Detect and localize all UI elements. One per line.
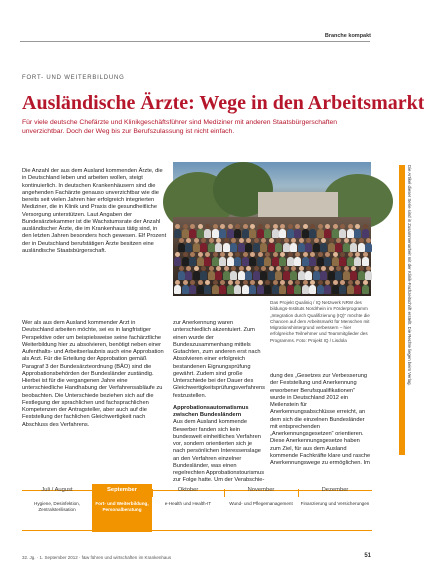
photo-person-body	[335, 271, 342, 280]
photo-person-body	[245, 271, 252, 280]
timeline-topic: Hygiene, Desinfektion, Zentralsterilisation	[34, 501, 80, 513]
photo-person-head	[314, 238, 319, 243]
photo-person-body	[245, 243, 252, 252]
photo-person-body	[215, 271, 222, 280]
timeline-item	[224, 484, 298, 532]
photo-person-body	[294, 285, 301, 294]
photo-person-head	[288, 224, 293, 229]
photo-person-body	[219, 257, 226, 266]
photo-person-head	[314, 266, 319, 271]
photo-person-body	[234, 285, 241, 294]
photo-person-body	[339, 229, 346, 238]
photo-person-body	[320, 271, 327, 280]
footer-left: 32. Jg. · 1. September 2012 · f&w führen und wirtschaften im Krankenhaus	[22, 555, 172, 560]
col2-text: Wer als aus dem Ausland kommender Arzt in Deutschland arbeiten möchte, sei es in langfristiger Perspektive oder um beispielsweise seine fachärztliche Weiterbildung hier zu absolvieren, benötigt neben einer Aufenthalts- und Arbeitserlaubnis auch eine Approbation als Arzt. Für die Erteilung der Approbation gemäß Paragraf 3 der Bundesärzteordnung (BÄO) sind die Approbationsbehörden der Bundesländer zuständig. Hierbei ist für die vergangenen Jahre eine unterschiedliche Handhabung der Verfahrensabläufe zu beobachten. Die Unterschiede beziehen sich auf die Festlegung der sprachlichen und fachsprachlichen Kompetenzen der Antragsteller, aber auch auf die Feststellung der fachlichen Gleichwertigkeit nach Abschluss des Verfahrens.	[22, 320, 164, 428]
side-note-text: Die Artikel dieser Serie sind in Zusammenarbeit mit der Klinik-Fachzeitschrift erstellt. Die Rechte liegen beim Verlag.	[407, 165, 412, 386]
photo-person-head	[224, 238, 229, 243]
photo-person-body	[302, 285, 309, 294]
photo-person-body	[287, 257, 294, 266]
photo-person-head	[205, 252, 210, 257]
photo-person-body	[200, 271, 207, 280]
photo-person-head	[344, 238, 349, 243]
photo-person-body	[272, 257, 279, 266]
col3-text-b: Aus dem Ausland kommende Bewerber fanden sich kein bundesweit einheitliches Verfahren vor, sondern orientierten sich je nach persönlichen Interessenslage an den Verfahren einzelner Bundesländer, was einen regelrechten Approbationstourismus zur Folge hatte. Um der Verabschie-	[173, 419, 265, 484]
body-column-4	[270, 373, 372, 473]
photo-person-body	[242, 285, 249, 294]
photo-person-body	[365, 243, 372, 252]
photo-person-head	[295, 280, 300, 285]
photo-person-head	[258, 252, 263, 257]
photo-person-head	[310, 252, 315, 257]
photo-person-body	[234, 257, 241, 266]
photo-person-body	[174, 257, 181, 266]
timeline-topic: e-Health und Health-IT	[164, 501, 212, 506]
photo-person-body	[294, 229, 301, 238]
photo-person-body	[268, 243, 275, 252]
photo-person-body	[279, 285, 286, 294]
timeline-month: November	[247, 487, 275, 493]
photo-person-body	[317, 229, 324, 238]
photo-person-body	[354, 285, 361, 294]
col3-text-a: zur Anerkennung waren unterschiedlich akzentuiert. Zum einen wurde der Bundeszusammenhang mittels Gutachten, zum anderen erst nach Absolvieren einer erfolgreich bestandenen Eignungsprüfung gewährt. Zudem sind große Unterschiede bei der Dauer des Gleichwertigkeitsprüfungsverfahrens festzustellen.	[173, 320, 265, 399]
photo-person-head	[265, 224, 270, 229]
photo-person-body	[343, 271, 350, 280]
timeline-topic: Wund- und Pflegemanagement	[229, 501, 293, 506]
photo-person-body	[328, 271, 335, 280]
photo-person-body	[339, 257, 346, 266]
photo-person-body	[208, 243, 215, 252]
body-column-3	[173, 320, 265, 484]
timeline-topic: Fort- und Weiterbildung, Personalberatung	[95, 501, 149, 513]
photo-person-head	[186, 266, 191, 271]
photo-person-body	[264, 229, 271, 238]
photo-person-body	[249, 257, 256, 266]
photo-person-body	[324, 285, 331, 294]
col3-subheading: Approbationsautomatismus zwischen Bundesländern	[173, 404, 249, 418]
photo-person-body	[212, 285, 219, 294]
photo-person-body	[302, 229, 309, 238]
photo-person-body	[362, 229, 369, 238]
photo-person-body	[335, 243, 342, 252]
photo-person-body	[347, 257, 354, 266]
photo-person-head	[254, 238, 259, 243]
photo-person-head	[303, 252, 308, 257]
photo-person-body	[305, 243, 312, 252]
photo-person-head	[250, 224, 255, 229]
photo-person-head	[318, 224, 323, 229]
article-lead: Für viele deutsche Chefärzte und Klinikgeschäftsführer sind Mediziner mit anderen Staatsbürgerschaften unverzichtbar. Doch der Weg bis zur Berufszulassung ist nicht einfach.	[22, 119, 338, 136]
photo-person-head	[303, 280, 308, 285]
photo-person-body	[332, 229, 339, 238]
photo-person-head	[273, 252, 278, 257]
photo-person-head	[310, 224, 315, 229]
photo-person-head	[198, 280, 203, 285]
photo-person-body	[223, 271, 230, 280]
photo-caption: Das Projekt Qualiniq / IQ Netzwerk NRW des bildungs-Instituts Nordrhein im Förderprogramm „Integration durch Qualifizierung (IQ)“ möchte die Chancen auf dem Arbeitsmarkt für Menschen mit Migrationshintergrund verbessern – hier erfolgreiche Teilnehmer und Teammitglieder des Programms. Foto: Projekt IQ / Lisdola	[270, 300, 370, 343]
photo-person-head	[190, 280, 195, 285]
photo-person-head	[239, 238, 244, 243]
photo-person-body	[309, 285, 316, 294]
photo-person-head	[198, 224, 203, 229]
photo-person-body	[298, 271, 305, 280]
photo-person-head	[194, 238, 199, 243]
photo-person-body	[238, 271, 245, 280]
photo-person-body	[200, 243, 207, 252]
photo-person-head	[306, 238, 311, 243]
photo-person-head	[351, 266, 356, 271]
photo-person-body	[294, 257, 301, 266]
photo-person-body	[197, 285, 204, 294]
photo-person-body	[189, 285, 196, 294]
photo-person-head	[220, 252, 225, 257]
photo-person-body	[358, 243, 365, 252]
photo-person-head	[258, 280, 263, 285]
photo-person-body	[275, 243, 282, 252]
photo-person-body	[324, 229, 331, 238]
photo-person-head	[351, 238, 356, 243]
photo-person-head	[340, 252, 345, 257]
photo-person-head	[336, 238, 341, 243]
photo-person-body	[230, 243, 237, 252]
photo-person-body	[264, 285, 271, 294]
photo-person-head	[348, 224, 353, 229]
photo-person-head	[228, 280, 233, 285]
photo-person-head	[355, 280, 360, 285]
photo-person-head	[348, 252, 353, 257]
photo-person-head	[269, 238, 274, 243]
photo-person-body	[174, 229, 181, 238]
article-photo	[173, 162, 371, 296]
photo-person-head	[243, 280, 248, 285]
photo-person-body	[230, 271, 237, 280]
article-kicker: FORT- UND WEITERBILDUNG	[22, 75, 125, 81]
photo-person-body	[193, 271, 200, 280]
photo-person-body	[227, 257, 234, 266]
photo-person-body	[215, 243, 222, 252]
photo-person-body	[320, 243, 327, 252]
photo-person-body	[279, 257, 286, 266]
photo-person-head	[239, 266, 244, 271]
body-column-1	[22, 168, 167, 316]
photo-person-head	[175, 224, 180, 229]
photo-person-head	[190, 224, 195, 229]
photo-person-body	[260, 243, 267, 252]
photo-person-body	[354, 257, 361, 266]
photo-person-body	[219, 285, 226, 294]
photo-person-body	[290, 243, 297, 252]
photo-person-body	[253, 243, 260, 252]
photo-person-body	[185, 271, 192, 280]
photo-person-body	[253, 271, 260, 280]
photo-person-head	[288, 252, 293, 257]
photo-person-body	[178, 271, 185, 280]
photo-person-head	[228, 252, 233, 257]
photo-person-head	[183, 224, 188, 229]
photo-person-body	[174, 285, 181, 294]
photo-person-body	[313, 243, 320, 252]
col1-text: Die Anzahl der aus dem Ausland kommenden Ärzte, die in Deutschland leben und arbeiten wollen, steigt kontinuierlich. In deutschen Krankenhäusern sind die angehenden Fachärzte genauso unverzichtbar wie die bereits seit vielen Jahren hier erfolgreich integrierten Mediziner, die in Klinik und Praxis die gesundheitliche Versorgung unterstützen. Laut Angaben der Bundesärztekammer ist die Wachstumsrate der Anzahl ausländischer Ärzte, die im Krankenhaus tätig sind, in den letzten Jahren besonders hoch gewesen. Elf Prozent der in Deutschland berufstätigen Ärzte besitzen eine ausländische Staatsbürgerschaft.	[22, 168, 167, 254]
photo-person-body	[257, 285, 264, 294]
photo-person-head	[306, 266, 311, 271]
photo-person-head	[213, 252, 218, 257]
photo-person-head	[310, 280, 315, 285]
photo-person-body	[242, 257, 249, 266]
photo-person-head	[250, 252, 255, 257]
photo-person-head	[265, 252, 270, 257]
photo-person-body	[208, 271, 215, 280]
photo-person-head	[179, 266, 184, 271]
photo-person-body	[343, 243, 350, 252]
photo-person-body	[249, 285, 256, 294]
photo-person-body	[283, 243, 290, 252]
header-section-label: Branche kompakt	[324, 33, 371, 39]
photo-person-head	[366, 238, 371, 243]
photo-person-body	[279, 229, 286, 238]
photo-person-head	[295, 224, 300, 229]
photo-person-head	[261, 238, 266, 243]
photo-person-body	[362, 285, 369, 294]
timeline-item	[22, 484, 92, 532]
photo-person-body	[227, 285, 234, 294]
photo-person-head	[186, 238, 191, 243]
photo-person-head	[228, 224, 233, 229]
photo-person-head	[366, 266, 371, 271]
photo-person-head	[321, 238, 326, 243]
photo-person-head	[183, 252, 188, 257]
photo-person-head	[190, 252, 195, 257]
header-rule	[20, 41, 370, 42]
photo-person-body	[227, 229, 234, 238]
photo-person-head	[235, 252, 240, 257]
photo-person-head	[299, 266, 304, 271]
photo-person-body	[339, 285, 346, 294]
photo-person-head	[201, 266, 206, 271]
photo-person-head	[183, 280, 188, 285]
photo-person-head	[333, 224, 338, 229]
photo-person-body	[204, 229, 211, 238]
photo-person-body	[178, 243, 185, 252]
photo-person-head	[235, 224, 240, 229]
photo-person-body	[268, 271, 275, 280]
photo-person-head	[340, 280, 345, 285]
photo-person-body	[332, 285, 339, 294]
photo-person-head	[321, 266, 326, 271]
photo-person-body	[324, 257, 331, 266]
photo-person-head	[273, 224, 278, 229]
photo-person-body	[365, 271, 372, 280]
photo-person-head	[258, 224, 263, 229]
photo-person-body	[182, 229, 189, 238]
photo-person-head	[269, 266, 274, 271]
photo-person-head	[355, 224, 360, 229]
photo-person-head	[280, 224, 285, 229]
photo-person-body	[287, 285, 294, 294]
topic-timeline	[22, 484, 372, 544]
photo-person-body	[182, 257, 189, 266]
photo-person-head	[318, 280, 323, 285]
photo-person-head	[359, 238, 364, 243]
photo-person-head	[333, 280, 338, 285]
photo-person-head	[336, 266, 341, 271]
photo-person-head	[213, 280, 218, 285]
photo-person-head	[333, 252, 338, 257]
photo-person-head	[209, 238, 214, 243]
photo-person-head	[363, 280, 368, 285]
photo-person-body	[212, 229, 219, 238]
photo-person-head	[246, 238, 251, 243]
timeline-month: Juli / August	[41, 487, 73, 493]
photo-person-body	[332, 257, 339, 266]
photo-person-head	[363, 252, 368, 257]
photo-person-body	[302, 257, 309, 266]
photo-person-body	[309, 229, 316, 238]
photo-person-head	[329, 266, 334, 271]
photo-person-head	[243, 252, 248, 257]
photo-person-head	[198, 252, 203, 257]
photo-person-head	[201, 238, 206, 243]
photo-person-head	[246, 266, 251, 271]
photo-person-body	[305, 271, 312, 280]
photo-person-body	[257, 229, 264, 238]
photo-person-head	[280, 252, 285, 257]
photo-person-head	[175, 280, 180, 285]
photo-person-head	[213, 224, 218, 229]
photo-person-head	[243, 224, 248, 229]
photo-person-body	[298, 243, 305, 252]
photo-person-body	[287, 229, 294, 238]
timeline-item	[298, 484, 372, 532]
photo-person-head	[175, 252, 180, 257]
photo-person-head	[220, 224, 225, 229]
photo-person-head	[318, 252, 323, 257]
photo-person-body	[313, 271, 320, 280]
photo-person-body	[350, 271, 357, 280]
photo-person-head	[299, 238, 304, 243]
photo-person-body	[350, 243, 357, 252]
timeline-month: Oktober	[177, 487, 199, 493]
photo-person-body	[275, 271, 282, 280]
photo-person-body	[197, 257, 204, 266]
photo-person-head	[348, 280, 353, 285]
photo-person-head	[276, 266, 281, 271]
photo-person-head	[355, 252, 360, 257]
photo-person-head	[325, 280, 330, 285]
photo-person-head	[216, 238, 221, 243]
photo-person-head	[205, 280, 210, 285]
photo-person-body	[264, 257, 271, 266]
photo-person-head	[220, 280, 225, 285]
photo-person-head	[325, 224, 330, 229]
photo-person-head	[261, 266, 266, 271]
timeline-item	[152, 484, 224, 532]
photo-person-body	[219, 229, 226, 238]
side-note	[405, 165, 413, 585]
photo-person-head	[295, 252, 300, 257]
photo-person-body	[204, 285, 211, 294]
photo-person-body	[309, 257, 316, 266]
photo-person-body	[238, 243, 245, 252]
photo-person-head	[273, 280, 278, 285]
timeline-month: September	[107, 487, 137, 493]
photo-person-body	[354, 229, 361, 238]
photo-person-body	[358, 271, 365, 280]
photo-person-head	[284, 266, 289, 271]
photo-person-head	[265, 280, 270, 285]
photo-person-head	[280, 280, 285, 285]
photo-person-head	[344, 266, 349, 271]
photo-person-body	[272, 285, 279, 294]
photo-person-head	[194, 266, 199, 271]
photo-person-head	[325, 252, 330, 257]
photo-person-body	[260, 271, 267, 280]
photo-person-body	[272, 229, 279, 238]
photo-person-head	[276, 238, 281, 243]
photo-person-head	[291, 266, 296, 271]
photo-person-head	[216, 266, 221, 271]
col4-text: dung des „Gesetzes zur Verbesserung der Feststellung und Anerkennung erworbener Berufsqualifikationen“ wurde in Deutschland 2012 ein Meilenstein für Anerkennungsabschlüsse erreicht, an dem sich die einzelnen Bundesländer mit entsprechenden „Anerkennungsgesetzen“ orientieren. Diese Anerkennungsgesetze haben zum Ziel, für aus dem Ausland kommende Fachkräfte klare und rasche Anerkennungswege zu ermöglichen. Im	[270, 373, 371, 466]
photo-person-body	[182, 285, 189, 294]
photo-person-head	[340, 224, 345, 229]
photo-person-body	[197, 229, 204, 238]
photo-person-body	[193, 243, 200, 252]
photo-person-body	[347, 285, 354, 294]
photo-person-head	[231, 238, 236, 243]
photo-person-body	[362, 257, 369, 266]
timeline-topic: Finanzierung und Versicherungen	[300, 501, 370, 506]
timeline-item	[92, 484, 152, 532]
photo-person-body	[290, 271, 297, 280]
photo-person-body	[212, 257, 219, 266]
photo-person-head	[209, 266, 214, 271]
page-number: 51	[364, 553, 371, 559]
photo-person-body	[257, 257, 264, 266]
photo-person-head	[303, 224, 308, 229]
photo-person-head	[231, 266, 236, 271]
photo-person-body	[242, 229, 249, 238]
photo-person-body	[347, 229, 354, 238]
photo-person-body	[204, 257, 211, 266]
photo-person-head	[288, 280, 293, 285]
article-headline: Ausländische Ärzte: Wege in den Arbeitsmarkt	[22, 92, 424, 114]
photo-person-body	[283, 271, 290, 280]
photo-person-body	[185, 243, 192, 252]
body-column-2	[22, 320, 167, 470]
photo-person-head	[363, 224, 368, 229]
photo-person-head	[205, 224, 210, 229]
timeline-month: Dezember	[321, 487, 349, 493]
photo-person-head	[329, 238, 334, 243]
photo-person-head	[359, 266, 364, 271]
photo-person-head	[179, 238, 184, 243]
photo-person-body	[223, 243, 230, 252]
photo-person-body	[189, 257, 196, 266]
photo-person-head	[235, 280, 240, 285]
photo-person-body	[317, 257, 324, 266]
photo-person-body	[317, 285, 324, 294]
photo-person-body	[234, 229, 241, 238]
photo-person-body	[249, 229, 256, 238]
photo-person-head	[254, 266, 259, 271]
photo-person-head	[284, 238, 289, 243]
photo-person-head	[250, 280, 255, 285]
photo-person-body	[328, 243, 335, 252]
photo-person-head	[291, 238, 296, 243]
photo-person-head	[224, 266, 229, 271]
photo-person-body	[189, 229, 196, 238]
